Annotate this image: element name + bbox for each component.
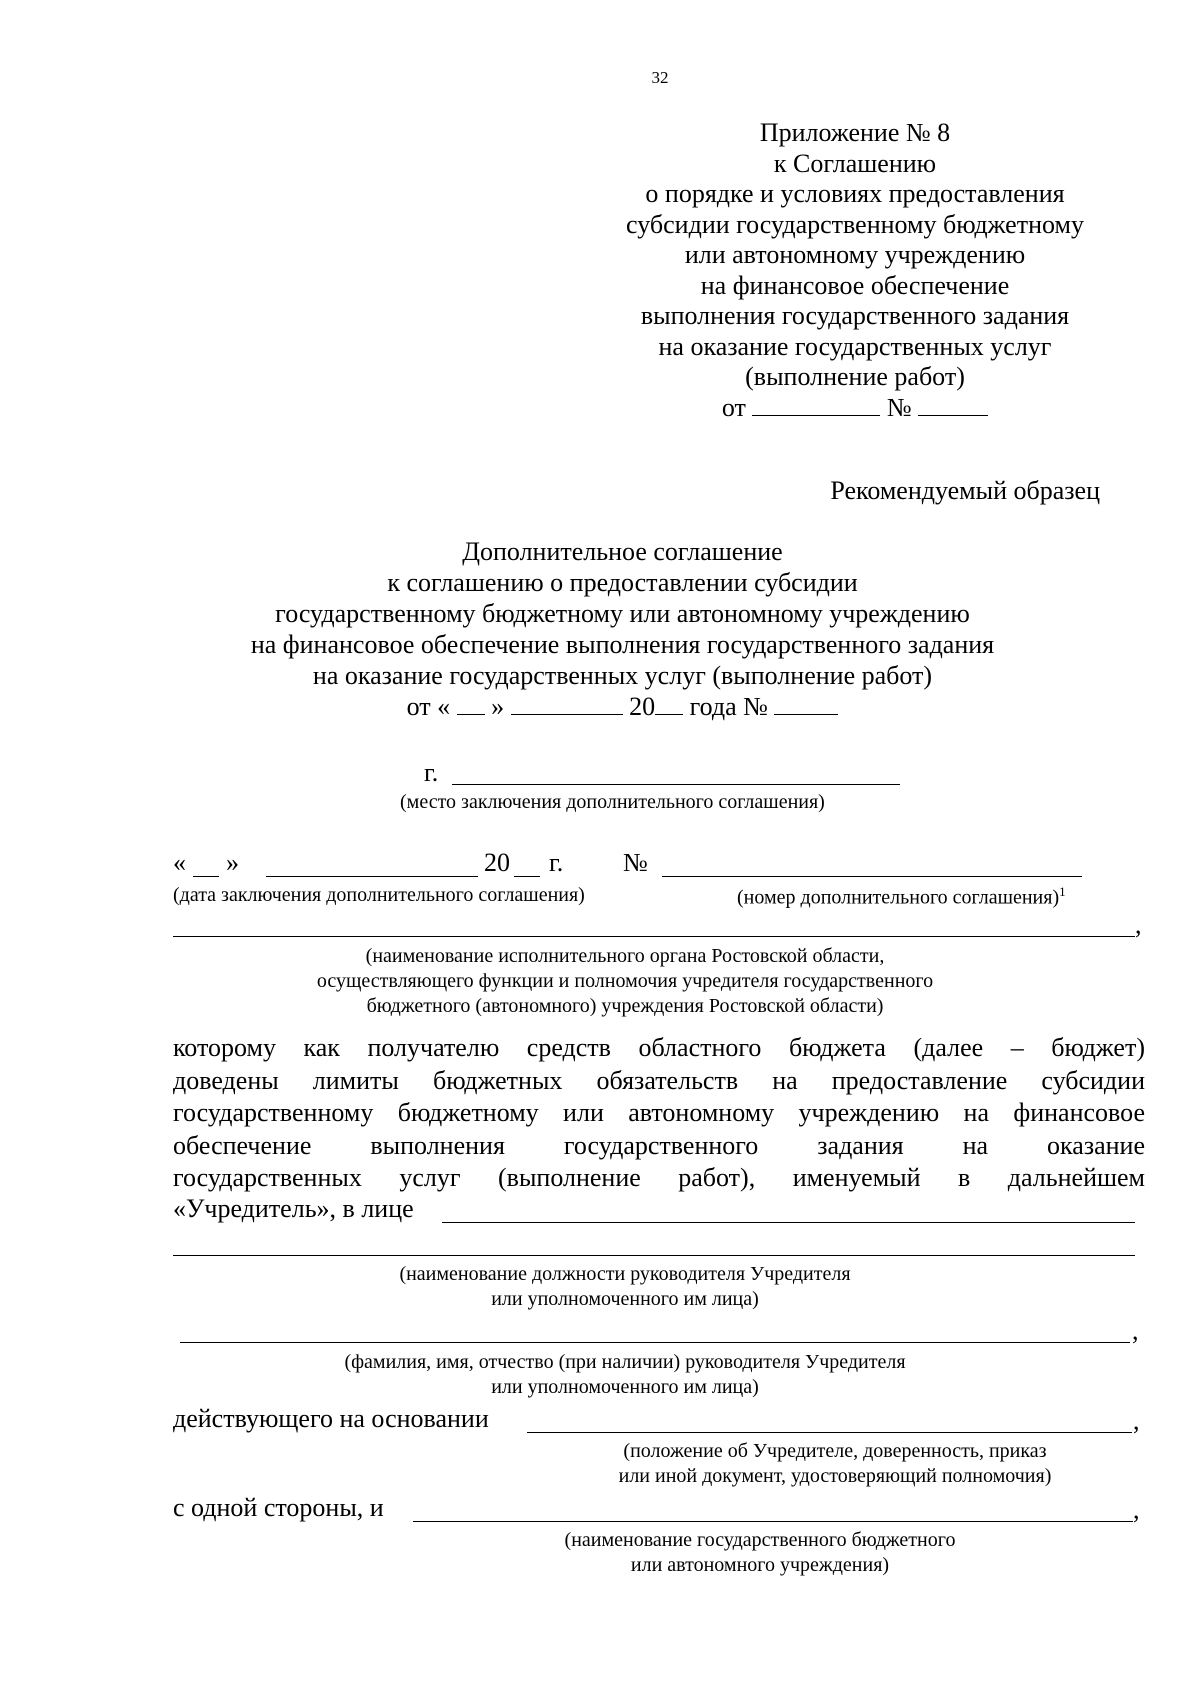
caption-line: (наименование исполнительного органа Ростовской области, [365, 945, 885, 967]
body-line: которому как получателю средств областного бюджета (далее – бюджет) [173, 1033, 1145, 1062]
body-line: обеспечение выполнения государственного задания на оказание [173, 1130, 1145, 1160]
comma: , [1133, 1495, 1140, 1524]
caption-line: или иной документ, удостоверяющий полномочия) [618, 1465, 1052, 1487]
appendix-line: на финансовое обеспечение [700, 270, 1010, 300]
recommended-sample-label: Рекомендуемый образец [830, 476, 1100, 505]
quote-close: » [491, 692, 505, 721]
body-line: государственных услуг (выполнение работ), именуемый в дальнейшем [173, 1163, 1145, 1192]
appendix-line: Приложение № 8 [759, 118, 951, 147]
title-line: на оказание государственных услуг (выполнение работ) [312, 661, 933, 690]
footnote-mark: 1 [1059, 884, 1066, 899]
appendix-line: субсидии государственному бюджетному [626, 209, 1084, 239]
place-prefix: г. [424, 758, 439, 787]
appendix-line: или автономному учреждению [684, 240, 1026, 269]
number-caption [737, 884, 1066, 910]
date-open-quote: « [173, 848, 186, 877]
founder-blank [442, 1222, 1135, 1223]
caption-line: (наименование государственного бюджетного [564, 1529, 956, 1551]
place-blank [452, 784, 900, 785]
place-caption: (место заключения дополнительного соглашения) [400, 791, 825, 813]
position-caption [160, 1262, 1090, 1312]
comma: , [1135, 910, 1142, 939]
body-line: доведены лимиты бюджетных обязательств на предоставление субсидии [173, 1065, 1145, 1095]
title-line: к соглашению о предоставлении субсидии [387, 568, 858, 597]
institution-blank [413, 1521, 1133, 1522]
number-blank [662, 876, 1082, 877]
appendix-header [590, 118, 1120, 423]
month-blank [511, 713, 623, 715]
year-prefix: 20 [484, 848, 510, 877]
executive-body-caption [160, 944, 1090, 1019]
number-sign: № [886, 392, 912, 422]
appendix-line: (выполнение работ) [745, 362, 965, 391]
date-close-quote: » [226, 848, 239, 877]
date-caption: (дата заключения дополнительного соглашения) [173, 884, 585, 906]
caption-line: или автономного учреждения) [630, 1554, 890, 1576]
agreement-title [160, 536, 1085, 722]
date-from: от « [406, 692, 451, 721]
basis-caption [540, 1439, 1130, 1489]
number-blank [774, 713, 838, 715]
appendix-line: к Соглашению [773, 148, 937, 178]
day-blank [457, 713, 485, 715]
appendix-line: на оказание государственных услуг [658, 331, 1052, 361]
fio-blank [180, 1342, 1130, 1343]
comma: , [1132, 1316, 1139, 1345]
institution-caption [460, 1528, 1060, 1578]
appendix-from-row [590, 393, 1120, 424]
founder-label: «Учредитель», в лице [173, 1194, 414, 1223]
comma: , [1133, 1406, 1140, 1435]
date-blank [752, 414, 880, 416]
number-blank [918, 414, 988, 416]
basis-label: действующего на основании [173, 1404, 489, 1433]
number-caption-text: (номер дополнительного соглашения) [737, 886, 1060, 909]
year-suffix: года № [689, 692, 768, 721]
title-date-row [160, 691, 1085, 722]
caption-line: или уполномоченного им лица) [491, 1376, 759, 1398]
body-line: государственному бюджетному или автономному учреждению на финансовое [173, 1098, 1145, 1127]
caption-line: (положение об Учредителе, доверенность, приказ [623, 1440, 1047, 1462]
fio-caption [160, 1350, 1090, 1400]
year-prefix: 20 [629, 692, 656, 721]
year-suffix: г. [549, 848, 564, 877]
basis-blank [527, 1432, 1132, 1433]
from-label: от [721, 392, 746, 422]
caption-line: бюджетного (автономного) учреждения Ростовской области) [366, 995, 884, 1017]
body-paragraph [173, 1032, 1145, 1195]
appendix-line: о порядке и условиях предоставления [645, 179, 1065, 208]
year-blank [514, 876, 540, 877]
page-number: 32 [651, 68, 669, 87]
title-line: государственному бюджетному или автономному учреждению [275, 599, 970, 628]
founder-blank-2 [173, 1255, 1135, 1256]
month-blank [266, 876, 478, 877]
day-blank [193, 876, 219, 877]
executive-body-blank [173, 936, 1135, 937]
appendix-line: выполнения государственного задания [640, 301, 1070, 330]
number-sign: № [623, 848, 648, 877]
caption-line: или уполномоченного им лица) [491, 1288, 759, 1310]
year-blank [655, 713, 683, 715]
title-line: Дополнительное соглашение [462, 537, 783, 566]
caption-line: осуществляющего функции и полномочия учредителя государственного [316, 970, 934, 992]
title-line: на финансовое обеспечение выполнения государственного задания [250, 630, 995, 659]
side-label: с одной стороны, и [173, 1493, 384, 1522]
caption-line: (наименование должности руководителя Учредителя [399, 1263, 851, 1285]
caption-line: (фамилия, имя, отчество (при наличии) руководителя Учредителя [344, 1351, 906, 1373]
